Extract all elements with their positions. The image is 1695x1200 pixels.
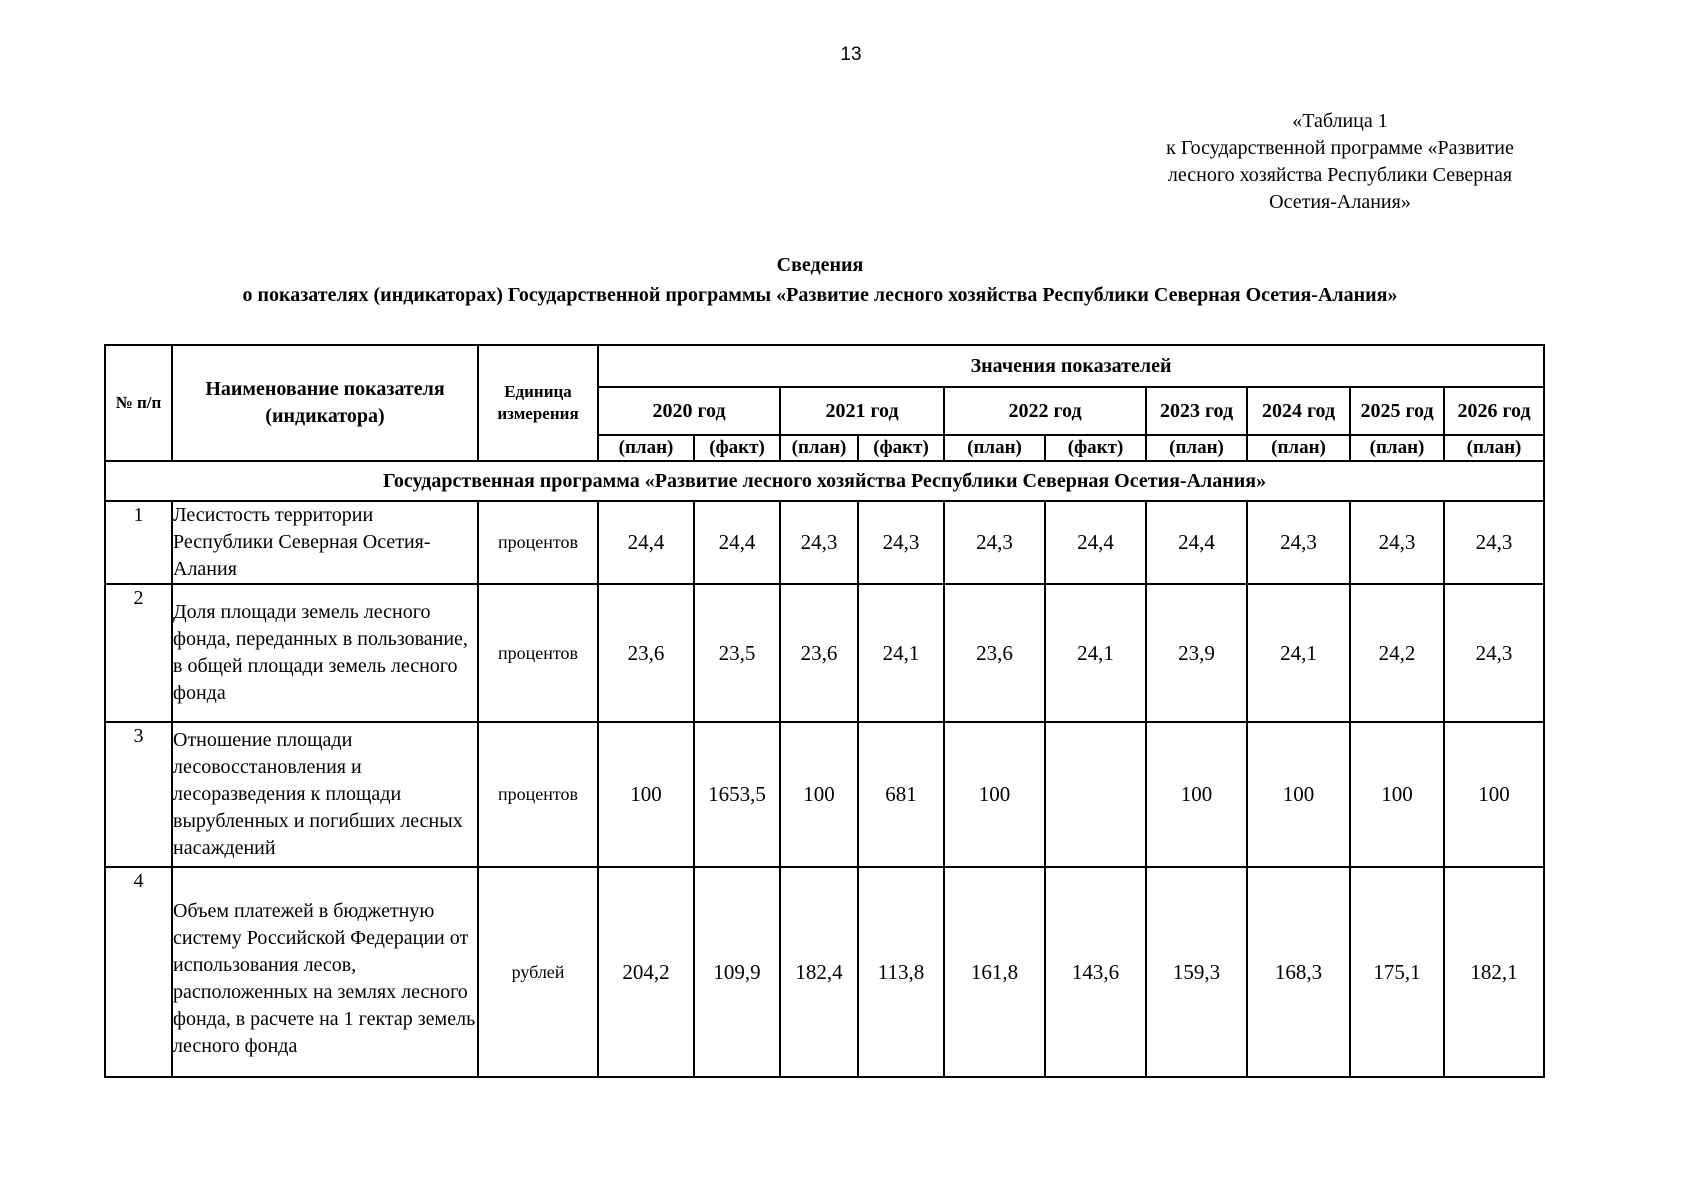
value-cell: 24,3: [1444, 584, 1544, 722]
document-title: [100, 250, 1540, 310]
header-row-values: [105, 345, 1544, 387]
value-cell: 24,3: [1444, 501, 1544, 584]
value-cell: 24,1: [1045, 584, 1146, 722]
value-cell: 24,1: [1247, 584, 1350, 722]
value-cell: 204,2: [598, 867, 694, 1077]
value-cell: 100: [944, 722, 1045, 867]
program-row: [105, 461, 1544, 501]
value-cell: 175,1: [1350, 867, 1444, 1077]
title-subheading: о показателях (индикаторах) Государственной программы «Развитие лесного хозяйства Республики Северная Осетия-Алания»: [242, 284, 1398, 306]
value-cell: 23,6: [780, 584, 858, 722]
annex-line: «Таблица 1: [1292, 110, 1388, 132]
value-cell: 100: [1146, 722, 1247, 867]
value-cell: 24,3: [1350, 501, 1444, 584]
value-cell: 23,6: [598, 584, 694, 722]
indicator-unit: процентов: [478, 584, 598, 722]
header-unit: Единица измерения: [478, 345, 598, 461]
value-cell: 182,1: [1444, 867, 1544, 1077]
value-cell: 681: [858, 722, 944, 867]
title-heading: Сведения: [776, 254, 864, 276]
header-plan: (план): [780, 435, 858, 461]
header-plan: (план): [1247, 435, 1350, 461]
row-number: 2: [105, 584, 172, 722]
header-plan: (план): [944, 435, 1045, 461]
value-cell: 161,8: [944, 867, 1045, 1077]
value-cell: 182,4: [780, 867, 858, 1077]
header-year: 2025 год: [1350, 387, 1444, 435]
header-plan: (план): [598, 435, 694, 461]
indicator-name: Объем платежей в бюджетную систему Российской Федерации от использования лесов, расположенных на землях лесного фонда, в расчете на 1 гектар земель лесного фонда: [172, 867, 478, 1077]
annex-line: к Государственной программе «Развитие: [1166, 137, 1514, 159]
value-cell: 109,9: [694, 867, 780, 1077]
indicator-unit: рублей: [478, 867, 598, 1077]
header-year: 2021 год: [780, 387, 944, 435]
header-year: 2022 год: [944, 387, 1146, 435]
header-year: 2023 год: [1146, 387, 1247, 435]
value-cell: 24,4: [1146, 501, 1247, 584]
value-cell: 24,2: [1350, 584, 1444, 722]
value-cell: 24,4: [598, 501, 694, 584]
value-cell: 24,3: [780, 501, 858, 584]
value-cell: 24,3: [1247, 501, 1350, 584]
row-number: 3: [105, 722, 172, 867]
value-cell: 159,3: [1146, 867, 1247, 1077]
indicator-name: Отношение площади лесовосстановления и лесоразведения к площади вырубленных и погибших лесных насаждений: [172, 722, 478, 867]
value-cell: 100: [598, 722, 694, 867]
value-cell: 23,5: [694, 584, 780, 722]
annex-line: Осетия-Алания»: [1269, 191, 1411, 213]
header-year: 2020 год: [598, 387, 780, 435]
value-cell: 168,3: [1247, 867, 1350, 1077]
header-plan: (план): [1350, 435, 1444, 461]
indicator-name: Доля площади земель лесного фонда, переданных в пользование, в общей площади земель лесного фонда: [172, 584, 478, 722]
value-cell: 113,8: [858, 867, 944, 1077]
value-cell: 143,6: [1045, 867, 1146, 1077]
value-cell: [1045, 722, 1146, 867]
header-year: 2024 год: [1247, 387, 1350, 435]
indicators-table: [104, 344, 1545, 1078]
header-fact: (факт): [694, 435, 780, 461]
page-number: 13: [840, 44, 862, 65]
annex-note: [1120, 108, 1560, 216]
header-name: Наименование показателя (индикатора): [172, 345, 478, 461]
header-plan: (план): [1444, 435, 1544, 461]
program-title: Государственная программа «Развитие лесного хозяйства Республики Северная Осетия-Алания»: [105, 461, 1544, 501]
value-cell: 100: [780, 722, 858, 867]
indicator-unit: процентов: [478, 501, 598, 584]
value-cell: 100: [1350, 722, 1444, 867]
table-row: [105, 584, 1544, 722]
indicator-name: Лесистость территории Республики Северная Осетия-Алания: [172, 501, 478, 584]
value-cell: 23,9: [1146, 584, 1247, 722]
row-number: 4: [105, 867, 172, 1077]
header-fact: (факт): [858, 435, 944, 461]
value-cell: 24,4: [694, 501, 780, 584]
indicator-unit: процентов: [478, 722, 598, 867]
value-cell: 24,3: [944, 501, 1045, 584]
value-cell: 100: [1247, 722, 1350, 867]
value-cell: 23,6: [944, 584, 1045, 722]
header-values: Значения показателей: [598, 345, 1544, 387]
header-plan: (план): [1146, 435, 1247, 461]
value-cell: 1653,5: [694, 722, 780, 867]
value-cell: 24,3: [858, 501, 944, 584]
value-cell: 24,4: [1045, 501, 1146, 584]
value-cell: 100: [1444, 722, 1544, 867]
table-row: [105, 501, 1544, 584]
header-fact: (факт): [1045, 435, 1146, 461]
value-cell: 24,1: [858, 584, 944, 722]
table-row: [105, 722, 1544, 867]
header-num: № п/п: [105, 345, 172, 461]
annex-line: лесного хозяйства Республики Северная: [1167, 164, 1513, 186]
header-year: 2026 год: [1444, 387, 1544, 435]
table-row: [105, 867, 1544, 1077]
row-number: 1: [105, 501, 172, 584]
